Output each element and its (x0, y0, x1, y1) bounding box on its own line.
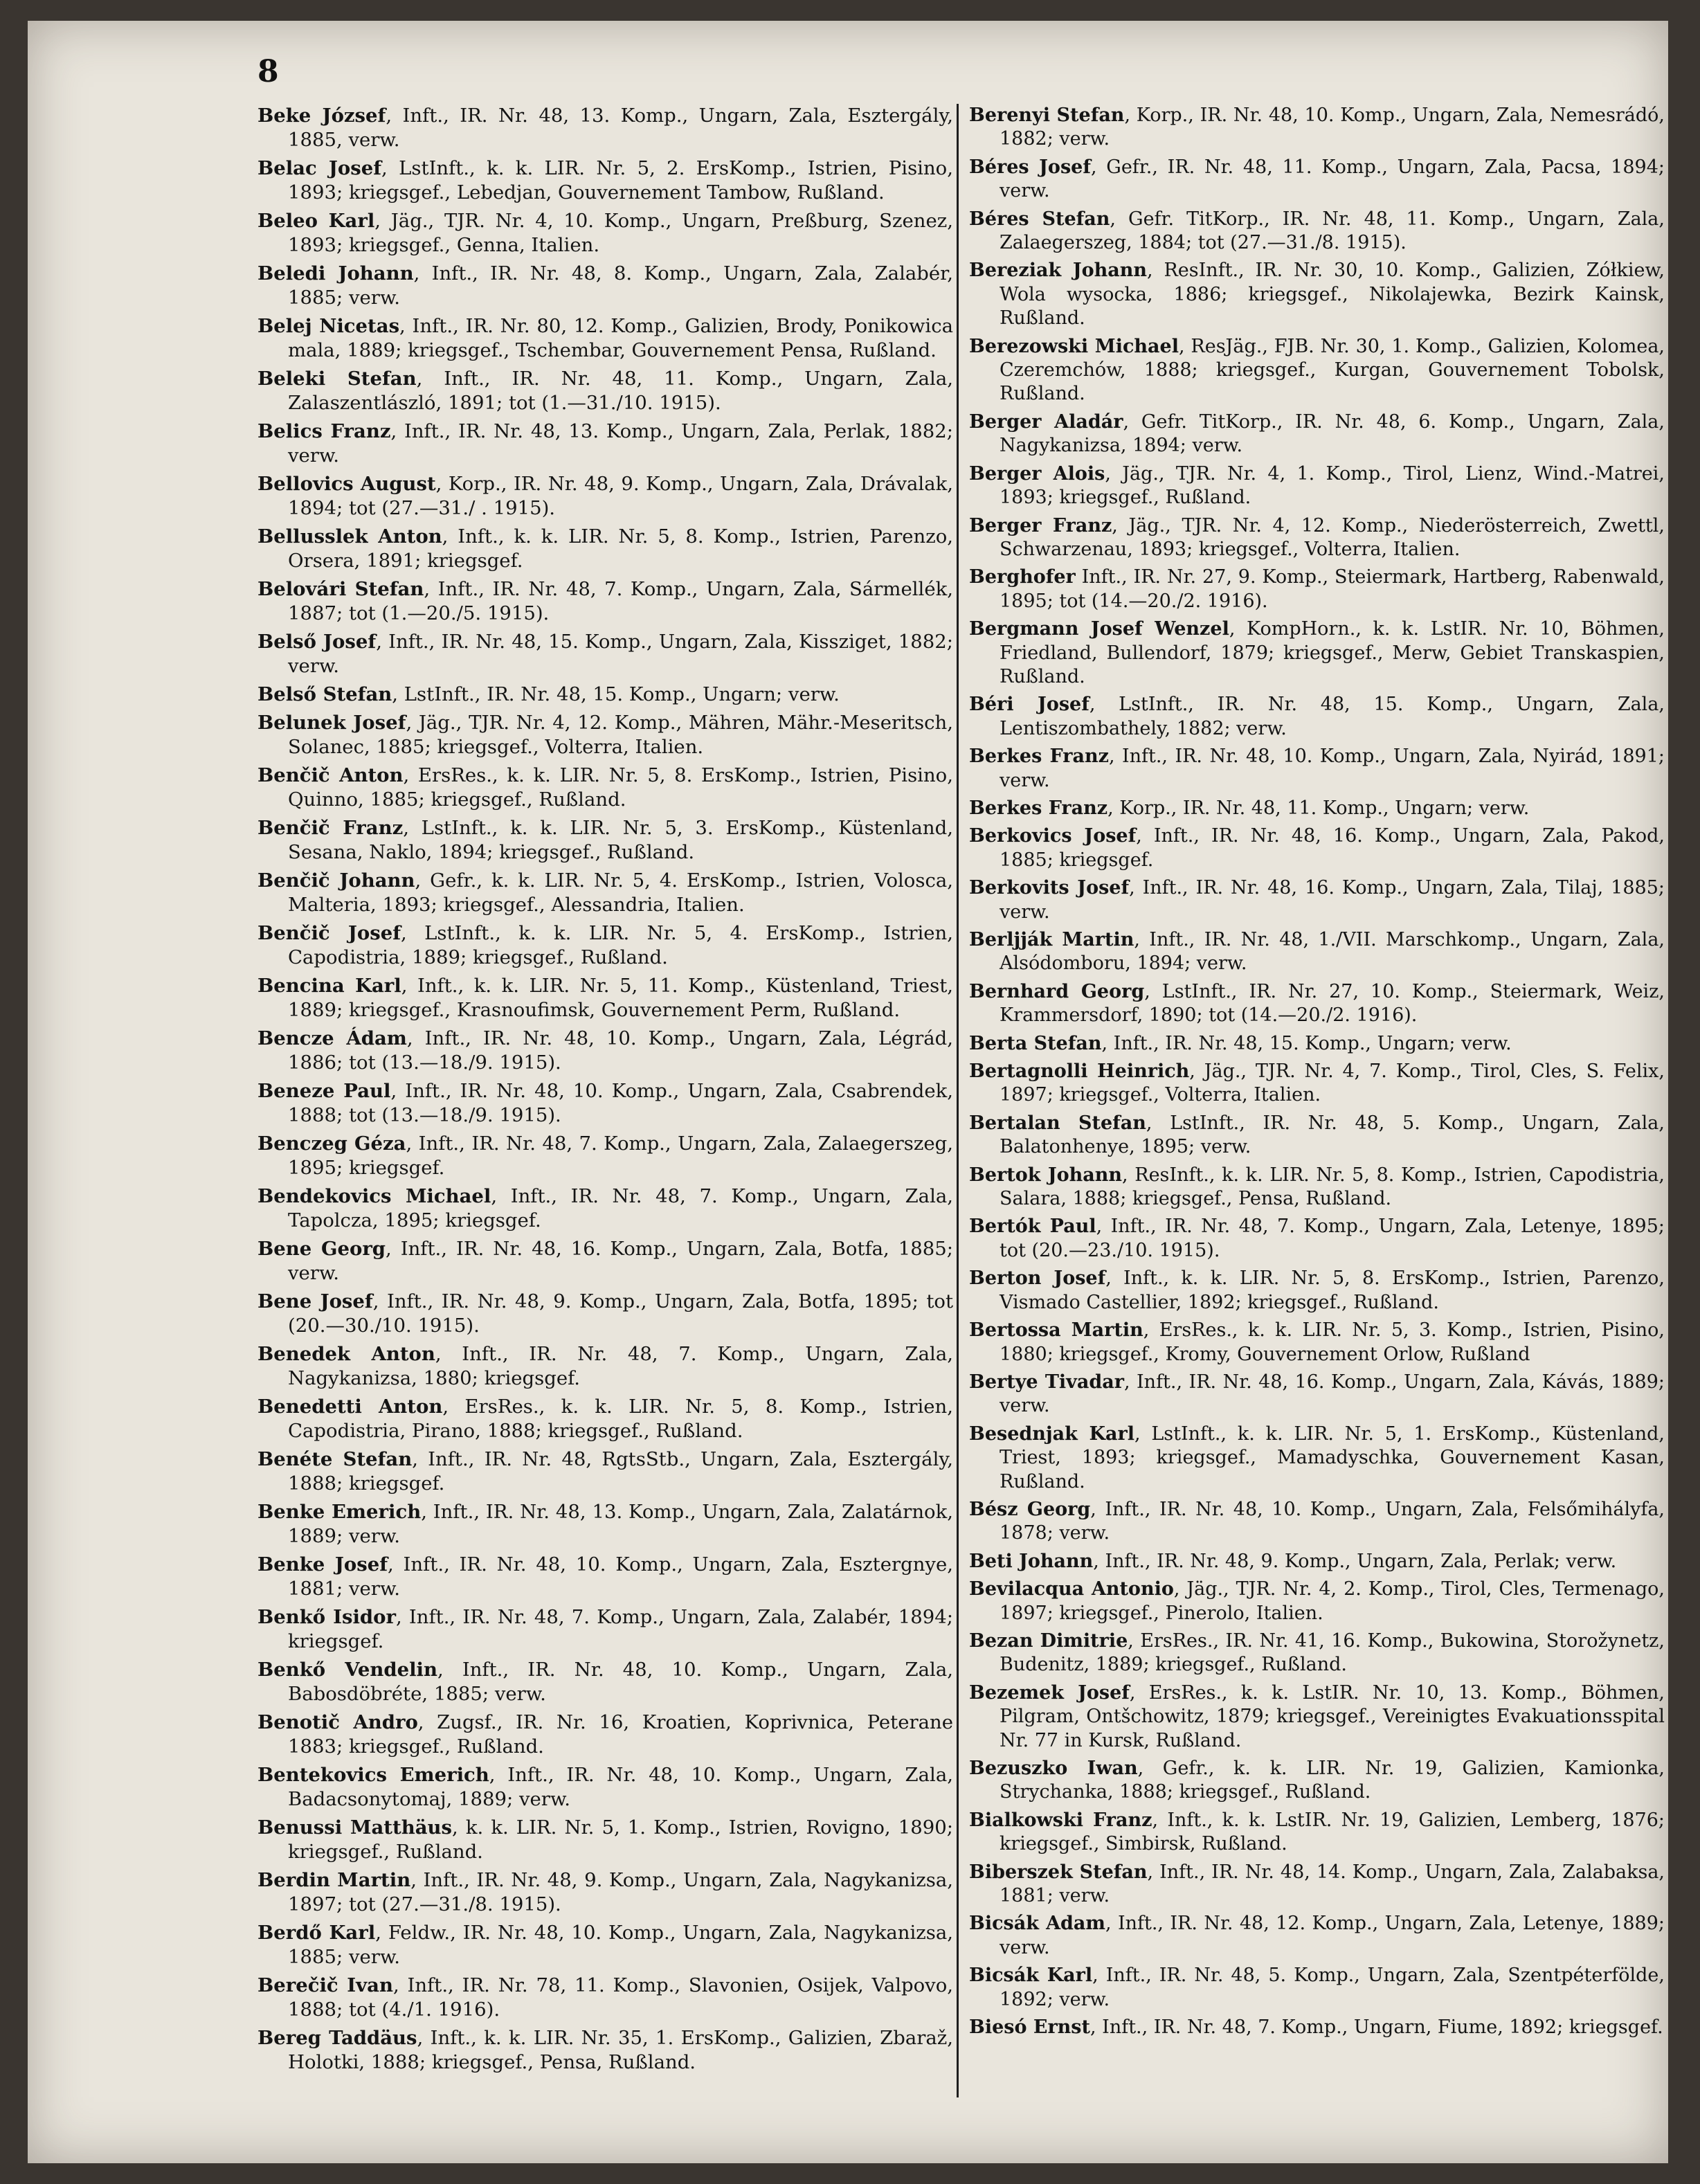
entry-name: Berta Stefan (969, 1032, 1102, 1054)
register-entry (969, 1912, 1665, 1960)
entry-name: Berečič Ivan (257, 1974, 393, 1996)
register-entry (257, 1027, 953, 1075)
entry-name: Belső Josef (257, 631, 377, 653)
entry-details: , Korp., IR. Nr. 48, 10. Komp., Ungarn, Zala, Nemesrádó, 1882; verw. (1000, 105, 1665, 150)
entry-details: , k. k. LIR. Nr. 5, 1. Komp., Istrien, Rovigno, 1890; kriegsgef., Rußland. (288, 1816, 954, 1863)
entry-details: , Inft., k. k. LstIR. Nr. 19, Galizien, Lemberg, 1876; kriegsgef., Simbirsk, Rußland. (1000, 1809, 1665, 1855)
entry-name: Benkő Vendelin (257, 1659, 437, 1681)
entry-name: Benotič Andro (257, 1711, 418, 1733)
register-entry (969, 1112, 1665, 1159)
entry-details: , Inft., IR. Nr. 48, 10. Komp., Ungarn, Zala, Babosdöbréte, 1885; verw. (288, 1659, 953, 1705)
entry-name: Bertossa Martin (969, 1319, 1143, 1342)
entry-details: , Inft., IR. Nr. 48, 1./VII. Marschkomp., Ungarn, Zala, Alsódomboru, 1894; verw. (1000, 929, 1665, 975)
entry-name: Benussi Matthäus (257, 1816, 453, 1839)
entry-details: , Inft., IR. Nr. 48, 16. Komp., Ungarn, Zala, Pakod, 1885; kriegsgef. (1000, 825, 1665, 871)
entry-details: , LstInft., IR. Nr. 48, 5. Komp., Ungarn, Zala, Balatonhenye, 1895; verw. (1000, 1112, 1665, 1158)
register-entry (257, 711, 953, 759)
register-entry (257, 525, 953, 573)
entry-details: , Korp., IR. Nr. 48, 9. Komp., Ungarn, Zala, Drávalak, 1894; tot (27.—31./ . 1915). (288, 473, 953, 519)
register-entry (257, 869, 953, 917)
entry-details: , Inft., IR. Nr. 48, 10. Komp., Ungarn, Zala, Esztergnye, 1881; verw. (288, 1553, 953, 1600)
document-page (28, 21, 1668, 2163)
entry-details: , Inft., IR. Nr. 48, 13. Komp., Ungarn, Zala, Esztergály, 1885, verw. (288, 105, 953, 151)
entry-name: Belovári Stefan (257, 578, 424, 600)
register-entry (257, 156, 953, 205)
entry-name: Béres Stefan (969, 208, 1110, 230)
register-entry (969, 1630, 1665, 1677)
register-entry (257, 1974, 953, 2022)
column-divider (957, 104, 959, 2097)
register-entry (257, 1605, 953, 1654)
register-entry (969, 1757, 1665, 1805)
entry-name: Benčič Franz (257, 817, 404, 839)
entry-name: Bész Georg (969, 1498, 1091, 1520)
entry-name: Benedetti Anton (257, 1396, 443, 1418)
entry-details: , Inft., k. k. LIR. Nr. 5, 8. ErsKomp., Istrien, Parenzo, Vismado Castellier, 1892; kriegsgef., Rußland. (1000, 1267, 1665, 1313)
entry-details: , Inft., IR. Nr. 48, 12. Komp., Ungarn, Zala, Letenye, 1889; verw. (1000, 1913, 1665, 1958)
entry-name: Bencze Ádam (257, 1027, 407, 1049)
entry-name: Belac Josef (257, 157, 382, 179)
entry-name: Bertok Johann (969, 1164, 1123, 1186)
entry-details: , Inft., IR. Nr. 48, 13. Komp., Ungarn, Zala, Perlak, 1882; verw. (288, 420, 953, 467)
entry-details: , Inft., IR. Nr. 48, 10. Komp., Ungarn, Zala, Nyirád, 1891; verw. (1000, 746, 1665, 791)
register-entry (257, 1079, 953, 1128)
entry-name: Beke József (257, 105, 386, 127)
entry-details: , Inft., IR. Nr. 48, 7. Komp., Ungarn, Fiume, 1892; kriegsgef. (1089, 2016, 1663, 2039)
entry-details: , Inft., k. k. LIR. Nr. 5, 8. Komp., Istrien, Parenzo, Orsera, 1891; kriegsgef. (288, 525, 953, 572)
register-entry (969, 1164, 1665, 1211)
register-entry (257, 974, 953, 1022)
entry-details: , Inft., IR. Nr. 48, 5. Komp., Ungarn, Zala, Szentpéterfölde, 1892; verw. (1000, 1965, 1665, 2010)
entry-details: , ErsRes., k. k. LIR. Nr. 5, 8. Komp., Istrien, Capodistria, Pirano, 1888; kriegsgef., Rußland. (288, 1396, 953, 1442)
register-entry (257, 1553, 953, 1601)
entry-name: Benke Josef (257, 1553, 388, 1576)
entry-name: Besednjak Karl (969, 1423, 1134, 1445)
entry-details: , ErsRes., k. k. LIR. Nr. 5, 3. Komp., Istrien, Pisino, 1880; kriegsgef., Kromy, Gouvernement Orlow, Rußland (1000, 1319, 1665, 1365)
register-entry (969, 462, 1665, 510)
entry-name: Bevilacqua Antonio (969, 1578, 1174, 1600)
register-entry (257, 209, 953, 258)
entry-name: Benkő Isidor (257, 1606, 396, 1628)
register-entry (969, 876, 1665, 924)
entry-name: Berdin Martin (257, 1869, 411, 1891)
entry-name: Belunek Josef (257, 712, 406, 734)
register-entry (257, 2026, 953, 2075)
entry-name: Beledi Johann (257, 262, 414, 285)
register-entry (969, 797, 1665, 820)
entry-details: , Inft., IR. Nr. 48, 8. Komp., Ungarn, Zala, Zalabér, 1885; verw. (288, 262, 954, 309)
entry-name: Benčič Anton (257, 764, 404, 786)
entry-name: Bentekovics Emerich (257, 1764, 489, 1786)
entry-details: , Gefr., k. k. LIR. Nr. 19, Galizien, Kamionka, Strychanka, 1888; kriegsgef., Rußland. (1000, 1758, 1665, 1803)
entry-name: Berkes Franz (969, 746, 1109, 768)
register-entry (969, 1809, 1665, 1857)
entry-name: Bellusslek Anton (257, 525, 442, 548)
entry-details: , Inft., IR. Nr. 48, 16. Komp., Ungarn, Zala, Kávás, 1889; verw. (1000, 1371, 1665, 1417)
entry-details: , Inft., IR. Nr. 48, 7. Komp., Ungarn, Zala, Letenye, 1895; tot (20.—23./10. 1915). (1000, 1216, 1665, 1261)
register-entry (257, 472, 953, 521)
entry-name: Berdő Karl (257, 1922, 376, 1944)
entry-name: Bereg Taddäus (257, 2027, 417, 2049)
register-entry (969, 980, 1665, 1028)
entry-details: , Inft., IR. Nr. 48, 7. Komp., Ungarn, Zala, Tapolcza, 1895; kriegsgef. (288, 1185, 954, 1231)
register-entry (969, 104, 1665, 152)
entry-name: Berkovits Josef (969, 877, 1130, 899)
entry-details: , Gefr., IR. Nr. 48, 11. Komp., Ungarn, Zala, Pacsa, 1894; verw. (1000, 156, 1665, 202)
register-entry (257, 1868, 953, 1917)
register-entry (969, 745, 1665, 793)
entry-details: , Inft., IR. Nr. 48, 10. Komp., Ungarn, Zala, Légrád, 1886; tot (13.—18./9. 1915). (288, 1027, 953, 1074)
entry-name: Berton Josef (969, 1267, 1106, 1290)
entry-name: Bicsák Karl (969, 1965, 1093, 1987)
register-entry (257, 419, 953, 468)
register-entry (969, 693, 1665, 741)
register-entry (969, 1371, 1665, 1418)
entry-details: Inft., IR. Nr. 27, 9. Komp., Steiermark, Hartberg, Rabenwald, 1895; tot (14.—20./2. 1916). (1000, 566, 1665, 612)
register-entry (969, 1319, 1665, 1366)
entry-name: Béres Josef (969, 156, 1091, 178)
entry-details: , Inft., k. k. LIR. Nr. 5, 11. Komp., Küstenland, Triest, 1889; kriegsgef., Krasnoufimsk, Gouvernement Perm, Rußland. (288, 975, 953, 1021)
register-entry (257, 367, 953, 415)
register-entry (257, 1237, 953, 1285)
entry-details: , Inft., IR. Nr. 48, 10. Komp., Ungarn, Zala, Csabrendek, 1888; tot (13.—18./9. 1915). (288, 1080, 953, 1126)
entry-details: , Inft., IR. Nr. 48, 9. Komp., Ungarn, Zala, Perlak; verw. (1093, 1550, 1617, 1572)
entry-name: Benczeg Géza (257, 1132, 406, 1155)
register-entry (969, 1578, 1665, 1625)
register-entry (969, 824, 1665, 872)
entry-details: , Jäg., TJR. Nr. 4, 12. Komp., Niederösterreich, Zwettl, Schwarzenau, 1893; kriegsgef., Volterra, Italien. (1000, 514, 1665, 560)
register-entry (969, 335, 1665, 406)
entry-name: Beneze Paul (257, 1080, 391, 1102)
entry-details: , Inft., IR. Nr. 48, 15. Komp., Ungarn; verw. (1101, 1032, 1512, 1054)
entry-details: , ErsRes., k. k. LIR. Nr. 5, 8. ErsKomp., Istrien, Pisino, Quinno, 1885; kriegsgef., Rußland. (288, 764, 953, 811)
entry-details: , Gefr., k. k. LIR. Nr. 5, 4. ErsKomp., Istrien, Volosca, Malteria, 1893; kriegsgef., Alessandria, Italien. (288, 869, 953, 916)
entry-name: Bertók Paul (969, 1216, 1096, 1238)
entry-details: , Inft., IR. Nr. 78, 11. Komp., Slavonien, Osijek, Valpovo, 1888; tot (4./1. 1916). (288, 1974, 954, 2021)
entry-details: , Inft., k. k. LIR. Nr. 35, 1. ErsKomp., Galizien, Zbaraž, Holotki, 1888; kriegsgef., Pensa, Rußland. (288, 2027, 953, 2073)
entry-name: Bendekovics Michael (257, 1185, 491, 1207)
entry-name: Bereziak Johann (969, 260, 1148, 282)
right-column (969, 104, 1665, 2043)
entry-details: , Inft., IR. Nr. 48, 15. Komp., Ungarn, Zala, Kissziget, 1882; verw. (288, 631, 953, 677)
left-column (257, 104, 953, 2079)
register-entry (257, 630, 953, 678)
entry-name: Bertye Tivadar (969, 1371, 1124, 1393)
entry-name: Bertalan Stefan (969, 1112, 1146, 1134)
entry-name: Biberszek Stefan (969, 1861, 1148, 1883)
entry-details: , Inft., IR. Nr. 48, 11. Komp., Ungarn, Zala, Zalaszentlászló, 1891; tot (1.—31./10. 1915). (288, 368, 953, 414)
register-entry (257, 1658, 953, 1706)
entry-details: , Inft., IR. Nr. 48, RgtsStb., Ungarn, Zala, Esztergály, 1888; kriegsgef. (288, 1448, 953, 1495)
register-entry (969, 1032, 1665, 1056)
entry-details: , Inft., IR. Nr. 80, 12. Komp., Galizien, Brody, Ponikowica mala, 1889; kriegsgef., Tschembar, Gouvernement Pensa, Rußland. (288, 315, 953, 361)
entry-details: , ErsRes., k. k. LstIR. Nr. 10, 13. Komp., Böhmen, Pilgram, Ontšchowitz, 1879; kriegsgef., Vereinigtes Evakuationsspital Nr. 77 in Kursk, Rußland. (1000, 1681, 1665, 1751)
register-entry (257, 1342, 953, 1391)
entry-details: , Inft., IR. Nr. 48, 10. Komp., Ungarn, Zala, Badacsonytomaj, 1889; verw. (288, 1764, 953, 1810)
entry-name: Berger Franz (969, 514, 1112, 536)
entry-details: , Jäg., TJR. Nr. 4, 2. Komp., Tirol, Cles, Termenago, 1897; kriegsgef., Pinerolo, Italien. (1000, 1578, 1665, 1624)
register-entry (257, 262, 953, 310)
register-entry (257, 1500, 953, 1549)
entry-details: , Jäg., TJR. Nr. 4, 12. Komp., Mähren, Mähr.-Meseritsch, Solanec, 1885; kriegsgef., Volterra, Italien. (288, 712, 953, 758)
register-entry (969, 259, 1665, 330)
entry-details: , Feldw., IR. Nr. 48, 10. Komp., Ungarn, Zala, Nagykanizsa, 1885; verw. (288, 1922, 953, 1968)
entry-details: , Inft., IR. Nr. 48, 7. Komp., Ungarn, Zala, Zalaegerszeg, 1895; kriegsgef. (288, 1132, 954, 1179)
register-entry (969, 156, 1665, 204)
entry-details: , LstInft., IR. Nr. 27, 10. Komp., Steiermark, Weiz, Krammersdorf, 1890; tot (14.—20./2. 1916). (1000, 980, 1665, 1027)
entry-details: , Gefr. TitKorp., IR. Nr. 48, 11. Komp., Ungarn, Zala, Zalaegerszeg, 1884; tot (27.—31./8. 1915). (1000, 208, 1665, 254)
register-entry (969, 617, 1665, 689)
entry-name: Berezowski Michael (969, 335, 1179, 357)
entry-details: , Inft., IR. Nr. 48, 7. Komp., Ungarn, Zala, Zalabér, 1894; kriegsgef. (288, 1606, 953, 1652)
register-entry (257, 1184, 953, 1233)
register-entry (257, 1711, 953, 1759)
entry-details: , KompHorn., k. k. LstIR. Nr. 10, Böhmen, Friedland, Bullendorf, 1879; kriegsgef., Merw, Gebiet Transkaspien, Rußland. (1000, 618, 1665, 687)
register-entry (257, 1921, 953, 1969)
register-entry (969, 928, 1665, 976)
register-entry (257, 1395, 953, 1443)
entry-name: Bene Georg (257, 1238, 386, 1260)
register-entry (257, 1816, 953, 1864)
entry-details: , Inft., IR. Nr. 48, 7. Komp., Ungarn, Zala, Nagykanizsa, 1880; kriegsgef. (288, 1343, 953, 1389)
entry-name: Bezemek Josef (969, 1681, 1130, 1704)
entry-name: Benéte Stefan (257, 1448, 413, 1470)
entry-name: Bellovics August (257, 473, 436, 495)
entry-name: Bicsák Adam (969, 1913, 1105, 1935)
entry-details: , ResInft., IR. Nr. 30, 10. Komp., Galizien, Zółkiew, Wola wysocka, 1886; kriegsgef., Nikolajewka, Bezirk Kainsk, Rußland. (1000, 260, 1665, 330)
register-entry (969, 1681, 1665, 1753)
entry-details: , LstInft., k. k. LIR. Nr. 5, 3. ErsKomp., Küstenland, Sesana, Naklo, 1894; kriegsgef., Rußland. (288, 817, 953, 863)
register-entry (257, 1763, 953, 1812)
entry-details: , LstInft., k. k. LIR. Nr. 5, 1. ErsKomp., Küstenland, Triest, 1893; kriegsgef., Mamadyschka, Gouvernement Kasan, Rußland. (1000, 1423, 1665, 1492)
register-entry (257, 314, 953, 363)
entry-name: Beleo Karl (257, 210, 375, 232)
entry-name: Belics Franz (257, 420, 391, 442)
entry-name: Bene Josef (257, 1290, 373, 1312)
entry-name: Berger Aladár (969, 410, 1123, 433)
entry-name: Beleki Stefan (257, 368, 417, 390)
entry-name: Benedek Anton (257, 1343, 435, 1365)
register-entry (969, 208, 1665, 255)
register-entry (969, 1423, 1665, 1494)
entry-name: Bergmann Josef Wenzel (969, 618, 1229, 640)
entry-details: , LstInft., k. k. LIR. Nr. 5, 4. ErsKomp., Istrien, Capodistria, 1889; kriegsgef., Rußland. (288, 922, 954, 968)
entry-details: , Zugsf., IR. Nr. 16, Kroatien, Koprivnica, Peterane 1883; kriegsgef., Rußland. (288, 1711, 954, 1758)
entry-details: , Gefr. TitKorp., IR. Nr. 48, 6. Komp., Ungarn, Zala, Nagykanizsa, 1894; verw. (1000, 410, 1665, 457)
register-entry (257, 683, 953, 707)
entry-details: , Inft., IR. Nr. 48, 9. Komp., Ungarn, Zala, Nagykanizsa, 1897; tot (27.—31./8. 1915). (288, 1869, 953, 1915)
register-entry (969, 1215, 1665, 1263)
entry-details: , Jäg., TJR. Nr. 4, 1. Komp., Tirol, Lienz, Wind.-Matrei, 1893; kriegsgef., Rußland. (1000, 462, 1665, 509)
register-entry (257, 1447, 953, 1496)
register-entry (969, 1964, 1665, 2012)
entry-name: Berkes Franz (969, 797, 1108, 819)
register-entry (969, 1498, 1665, 1546)
register-entry (257, 577, 953, 626)
entry-details: , LstInft., IR. Nr. 48, 15. Komp., Ungarn; verw. (392, 683, 840, 705)
entry-name: Bernhard Georg (969, 980, 1145, 1002)
entry-details: , ResInft., k. k. LIR. Nr. 5, 8. Komp., Istrien, Capodistria, Salara, 1888; kriegsgef., Pensa, Rußland. (1000, 1164, 1665, 1210)
entry-name: Beti Johann (969, 1550, 1094, 1572)
register-entry (969, 1267, 1665, 1315)
register-entry (969, 1550, 1665, 1573)
register-entry (969, 514, 1665, 562)
register-entry (257, 764, 953, 812)
entry-details: , LstInft., k. k. LIR. Nr. 5, 2. ErsKomp., Istrien, Pisino, 1893; kriegsgef., Lebedjan, Gouvernement Tambow, Rußland. (288, 157, 953, 204)
entry-details: , Inft., IR. Nr. 48, 16. Komp., Ungarn, Zala, Tilaj, 1885; verw. (1000, 877, 1665, 923)
entry-name: Berljják Martin (969, 929, 1134, 950)
entry-details: , Inft., IR. Nr. 48, 7. Komp., Ungarn, Zala, Sármellék, 1887; tot (1.—20./5. 1915). (288, 578, 954, 624)
entry-details: , Inft., IR. Nr. 48, 14. Komp., Ungarn, Zala, Zalabaksa, 1881; verw. (1000, 1861, 1665, 1907)
entry-name: Bertagnolli Heinrich (969, 1061, 1190, 1083)
register-entry (257, 1290, 953, 1338)
entry-name: Benčič Johann (257, 869, 415, 892)
register-entry (257, 921, 953, 970)
entry-name: Belej Nicetas (257, 315, 400, 337)
entry-name: Berenyi Stefan (969, 105, 1125, 126)
entry-details: , Jäg., TJR. Nr. 4, 10. Komp., Ungarn, Preßburg, Szenez, 1893; kriegsgef., Genna, Italien. (288, 210, 953, 256)
register-entry (969, 410, 1665, 458)
register-entry (969, 1861, 1665, 1908)
entry-name: Benke Emerich (257, 1501, 422, 1523)
register-entry (257, 816, 953, 865)
entry-details: , Inft., IR. Nr. 48, 9. Komp., Ungarn, Zala, Botfa, 1895; tot (20.—30./10. 1915). (288, 1290, 953, 1337)
entry-name: Belső Stefan (257, 683, 392, 705)
register-entry (969, 566, 1665, 613)
entry-name: Béri Josef (969, 694, 1089, 716)
entry-name: Bezan Dimitrie (969, 1630, 1128, 1652)
register-entry (257, 104, 953, 152)
page-number: 8 (257, 54, 279, 89)
entry-name: Bialkowski Franz (969, 1809, 1152, 1831)
entry-details: , Inft., IR. Nr. 48, 13. Komp., Ungarn, Zala, Zalatárnok, 1889; verw. (288, 1501, 953, 1547)
entry-details: , Inft., IR. Nr. 48, 16. Komp., Ungarn, Zala, Botfa, 1885; verw. (288, 1238, 953, 1284)
entry-name: Benčič Josef (257, 922, 401, 944)
register-entry (257, 1132, 953, 1180)
entry-name: Berger Alois (969, 462, 1105, 485)
entry-name: Berghofer (969, 566, 1076, 588)
entry-name: Bezuszko Iwan (969, 1758, 1138, 1779)
entry-details: , Inft., IR. Nr. 48, 10. Komp., Ungarn, Zala, Felsőmihályfa, 1878; verw. (1000, 1498, 1665, 1544)
entry-name: Biesó Ernst (969, 2016, 1090, 2039)
register-entry (969, 1060, 1665, 1108)
entry-details: , LstInft., IR. Nr. 48, 15. Komp., Ungarn, Zala, Lentiszombathely, 1882; verw. (1000, 694, 1665, 739)
entry-details: , Korp., IR. Nr. 48, 11. Komp., Ungarn; verw. (1107, 797, 1530, 819)
entry-details: , Jäg., TJR. Nr. 4, 7. Komp., Tirol, Cles, S. Felix, 1897; kriegsgef., Volterra, Italien. (1000, 1061, 1665, 1106)
entry-name: Berkovics Josef (969, 825, 1137, 847)
entry-name: Bencina Karl (257, 975, 401, 997)
entry-details: , ErsRes., IR. Nr. 41, 16. Komp., Bukowina, Storožynetz, Budenitz, 1889; kriegsgef., Rußland. (1000, 1630, 1665, 1676)
register-entry (969, 2016, 1665, 2039)
entry-details: , ResJäg., FJB. Nr. 30, 1. Komp., Galizien, Kolomea, Czeremchów, 1888; kriegsgef., Kurgan, Gouvernement Tobolsk, Rußland. (1000, 335, 1665, 405)
